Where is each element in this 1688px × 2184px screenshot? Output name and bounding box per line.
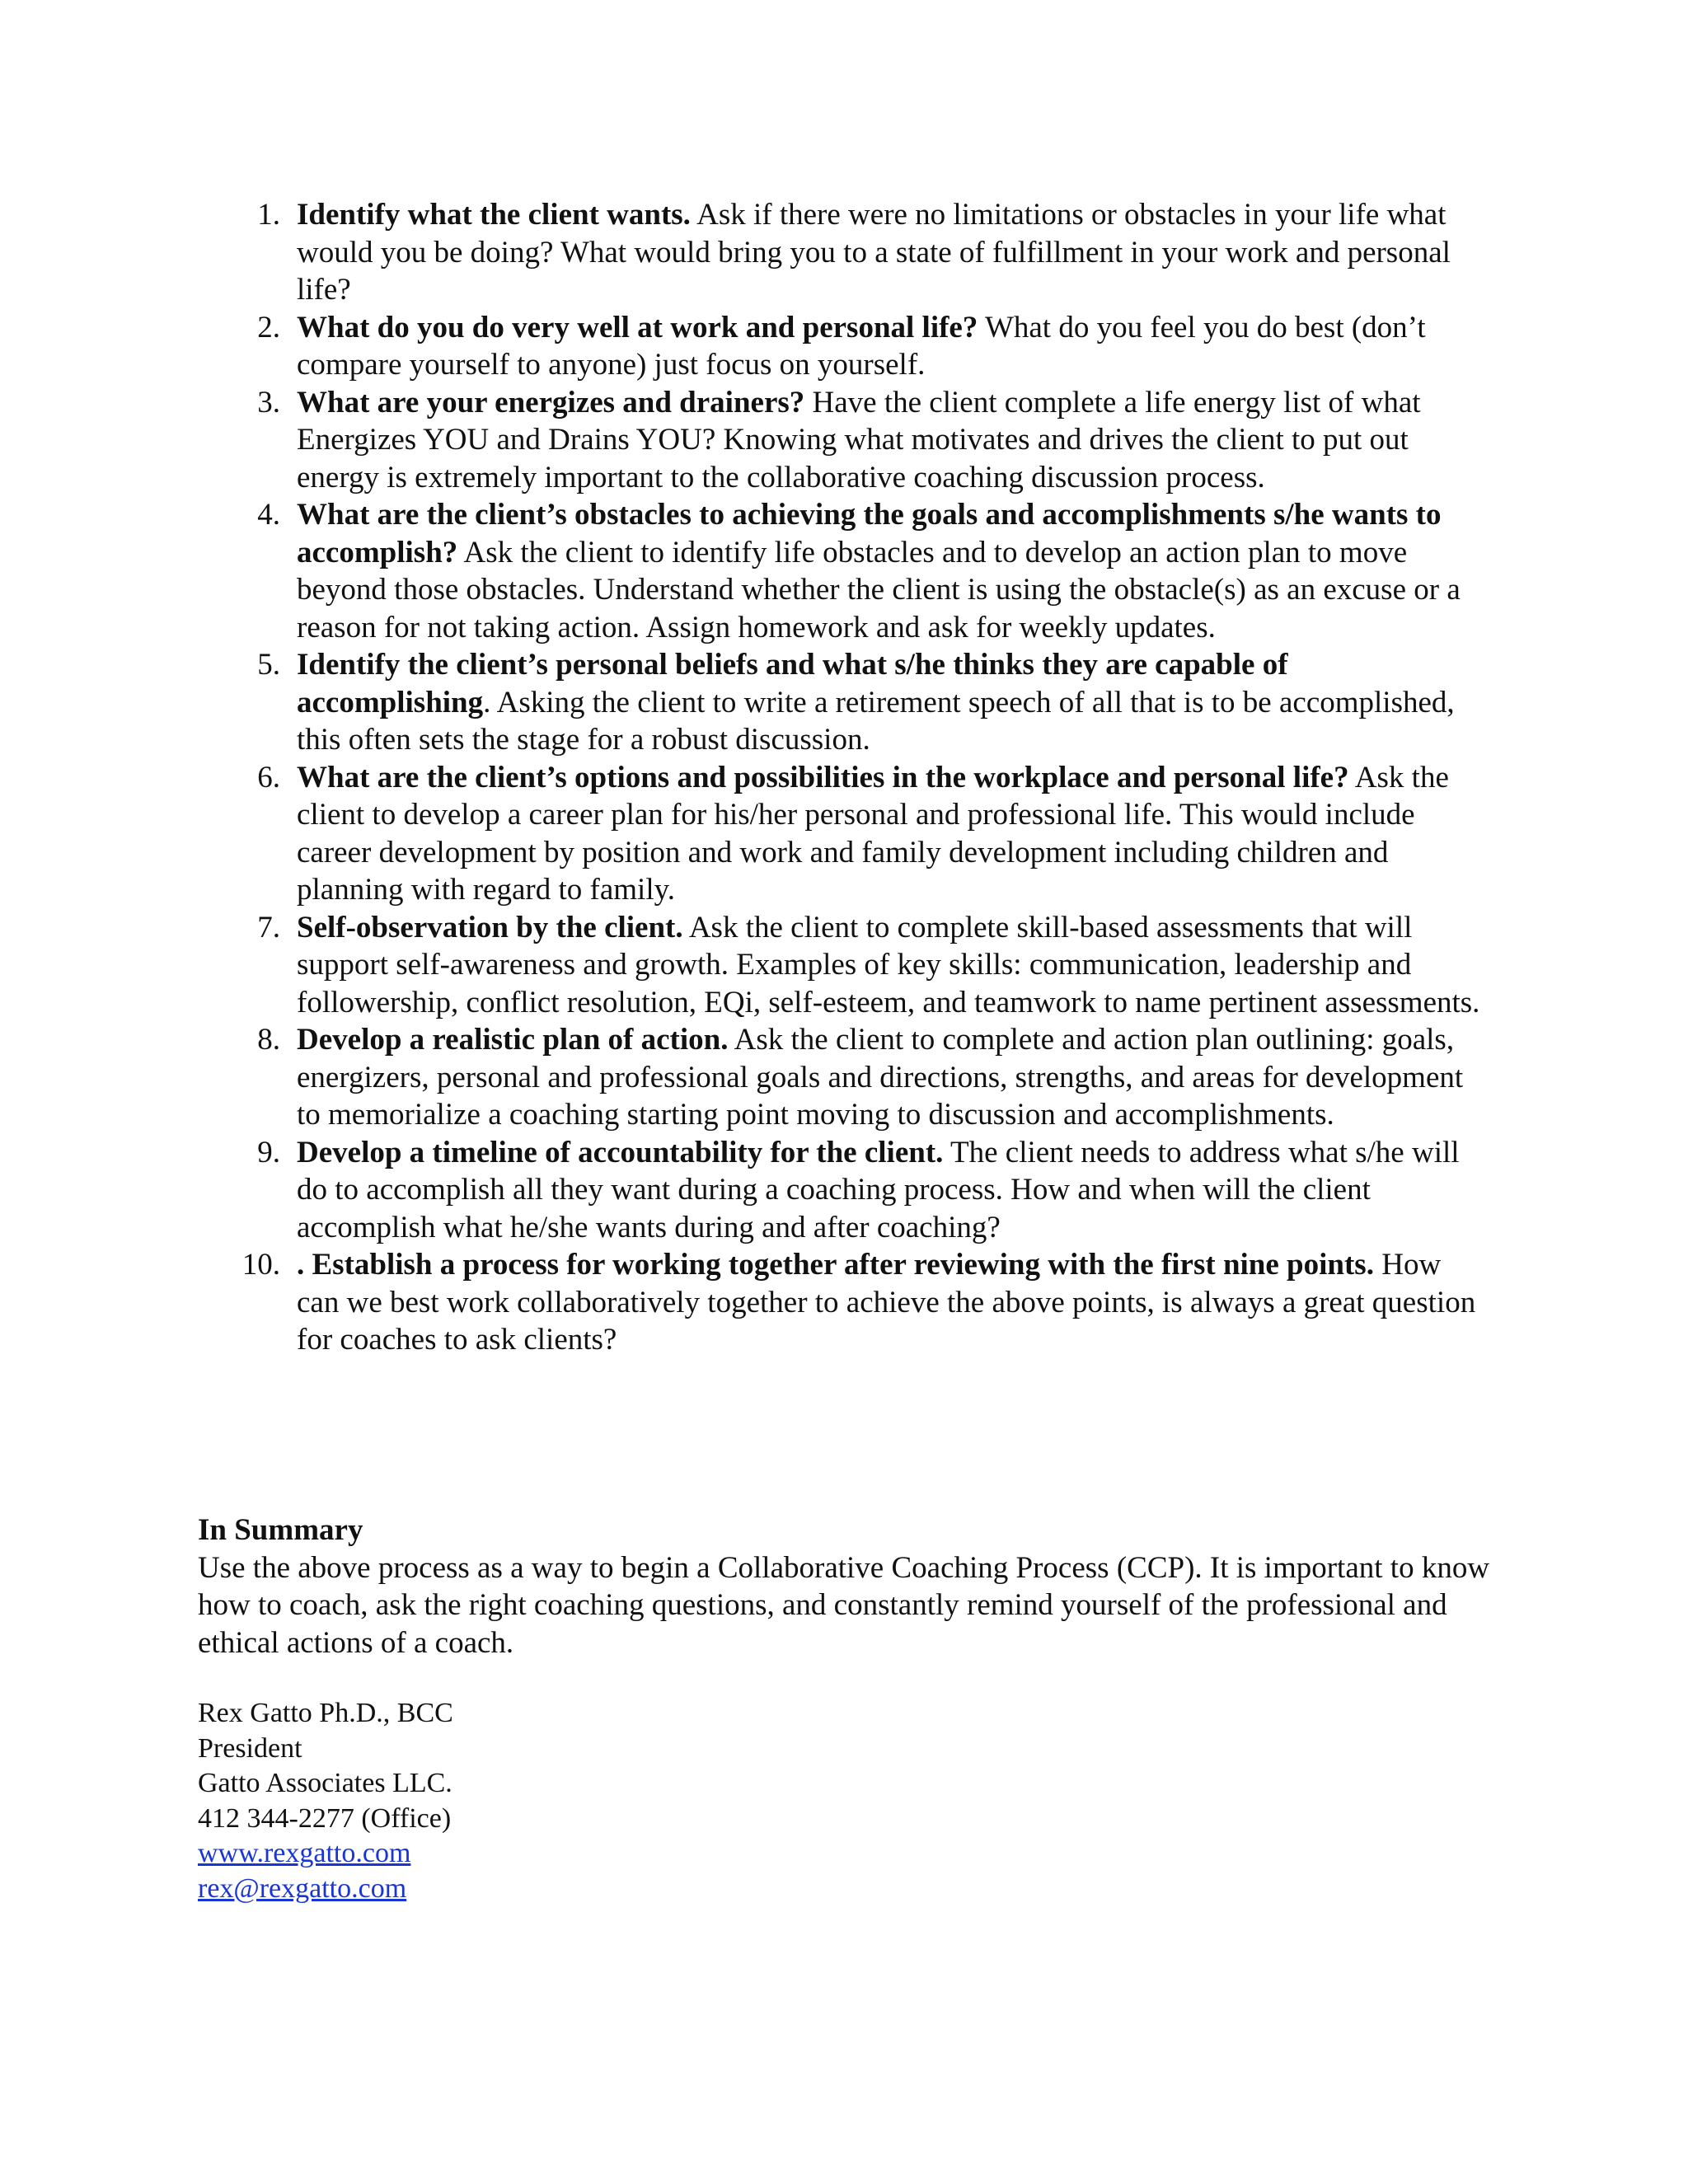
item-body: Ask the client to identify life obstacles and to develop an action plan to move beyond those obstacles. Understand whether the client is using the obstacle(s) as an excuse or a reason for not taking action. Assign homework and ask for weekly updates. [297, 535, 1461, 644]
item-lead: . Establish a process for working together after reviewing with the first nine points. [297, 1248, 1374, 1282]
item-number: 8. [257, 1023, 280, 1057]
summary-heading: In Summary [198, 1513, 363, 1547]
summary-section [198, 1511, 1500, 1661]
item-number: 1. [257, 198, 280, 232]
item-lead: What are your energizes and drainers? [297, 385, 805, 419]
item-number: 4. [257, 498, 280, 532]
item-lead: What are the client’s obstacles to achieving the goals and accomplishments s/he wants to accomplish? [297, 498, 1442, 569]
item-number: 10. [241, 1248, 280, 1282]
website-link[interactable]: www.rexgatto.com [198, 1838, 411, 1868]
list-item [198, 646, 1484, 759]
summary-paragraph: Use the above process as a way to begin a Collaborative Coaching Process (CCP). It is important to know how to coach, ask the right coaching questions, and constantly remind yourself of the professional and ethical actions of a coach. [198, 1550, 1490, 1660]
item-number: 6. [257, 760, 280, 794]
list-item [198, 496, 1484, 646]
item-number: 5. [257, 648, 280, 682]
item-body: Ask the client to complete and action plan outlining: goals, energizers, personal and professional goals and directions, strengths, and areas for development to memorialize a coaching starting point moving to discussion and accomplishments. [297, 1023, 1464, 1132]
item-body: Ask if there were no limitations or obstacles in your life what would you be doing? What would bring you to a state of fulfillment in your work and personal life? [297, 198, 1451, 307]
item-body: Ask the client to develop a career plan for his/her personal and professional life. This would include career development by position and work and family development including children and planning with regard to family. [297, 760, 1449, 907]
item-lead: Identify the client’s personal beliefs and what s/he thinks they are capable of accomplishing [297, 648, 1288, 719]
signature-block [198, 1696, 1022, 1906]
item-lead: Develop a timeline of accountability for the client. [297, 1135, 944, 1169]
item-body: Ask the client to complete skill-based assessments that will support self-awareness and growth. Examples of key skills: communication, leadership and followership, conflict resolution, EQi, self-esteem, and teamwork to name pertinent assessments. [297, 910, 1480, 1019]
author-name: Rex Gatto Ph.D., BCC [198, 1698, 453, 1728]
item-body: How can we best work collaboratively together to achieve the above points, is always a great question for coaches to ask clients? [297, 1248, 1476, 1357]
list-item [198, 1246, 1484, 1359]
list-item [198, 909, 1484, 1022]
phone-number: 412 344-2277 (Office) [198, 1802, 452, 1834]
coaching-steps-list [198, 196, 1484, 1359]
item-number: 9. [257, 1135, 280, 1169]
list-item [198, 384, 1484, 497]
item-number: 7. [257, 910, 280, 944]
list-item [198, 1021, 1484, 1134]
item-body: The client needs to address what s/he will do to accomplish all they want during a coaching process. How and when will the client accomplish what he/she wants during and after coaching? [297, 1135, 1460, 1244]
item-lead: What do you do very well at work and personal life? [297, 310, 978, 344]
list-item [198, 1134, 1484, 1247]
item-body: What do you feel you do best (don’t compare yourself to anyone) just focus on yourself. [297, 310, 1426, 382]
item-body: Have the client complete a life energy list of what Energizes YOU and Drains YOU? Knowing what motivates and drives the client to put out energy is extremely important to the collaborative coaching discussion process. [297, 385, 1421, 494]
list-item [198, 759, 1484, 909]
item-number: 3. [257, 385, 280, 419]
item-lead: Self-observation by the client. [297, 910, 683, 944]
author-title: President [198, 1732, 302, 1764]
list-item [198, 196, 1484, 309]
item-lead: Develop a realistic plan of action. [297, 1023, 729, 1057]
item-body: . Asking the client to write a retirement speech of all that is to be accomplished, this often sets the stage for a robust discussion. [297, 685, 1455, 757]
item-lead: What are the client’s options and possibilities in the workplace and personal life? [297, 760, 1349, 794]
list-item [198, 309, 1484, 384]
item-lead: Identify what the client wants. [297, 198, 691, 232]
company-name: Gatto Associates LLC. [198, 1768, 452, 1798]
email-link[interactable]: rex@rexgatto.com [198, 1872, 407, 1904]
item-number: 2. [257, 310, 280, 344]
